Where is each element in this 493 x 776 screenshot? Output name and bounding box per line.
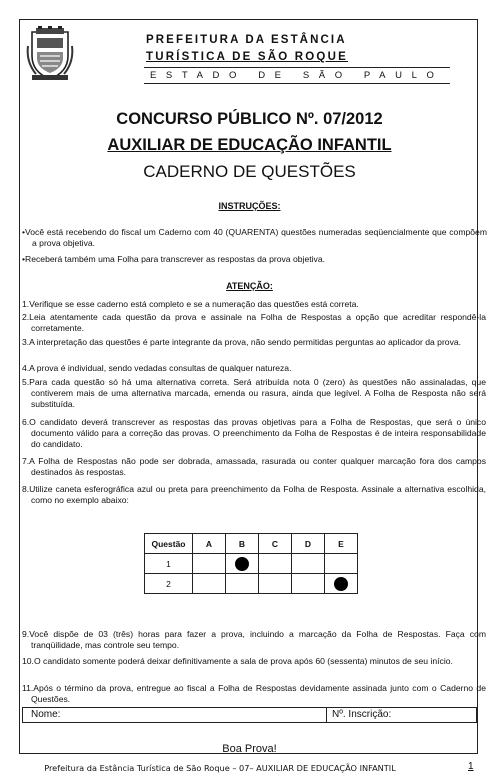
option-cell xyxy=(193,574,226,594)
atencao-item: 8.Utilize caneta esferográfica azul ou preta para preenchimento da Folha de Resposta. Assinale a alternativa escolhida, como no exemplo abaixo: xyxy=(22,484,486,505)
name-field-label: Nome: xyxy=(31,709,61,720)
option-cell xyxy=(259,554,292,574)
filled-circle-icon xyxy=(334,577,348,591)
table-header-cell: Questão xyxy=(145,534,193,554)
atencao-item: 2.Leia atentamente cada questão da prova e assinale na Folha de Respostas a opção que acreditar respondê-la corretamente. xyxy=(22,312,486,333)
table-header-cell: B xyxy=(226,534,259,554)
answer-example-table xyxy=(144,533,358,594)
instrucoes-heading: INSTRUÇÕES: xyxy=(218,201,281,211)
option-cell xyxy=(325,554,358,574)
table-header-cell: D xyxy=(292,534,325,554)
header-line-2: TURÍSTICA DE SÃO ROQUE xyxy=(146,51,348,63)
page-number: 1 xyxy=(468,761,474,772)
option-cell xyxy=(292,574,325,594)
atencao-item: 1.Verifique se esse caderno está completo e se a numeração das questões está correta. xyxy=(22,299,359,309)
atencao-item: 10.O candidato somente poderá deixar definitivamente a sala de prova após 60 (sessenta) minutos de seu início. xyxy=(22,656,453,666)
atencao-item: 9.Você dispõe de 03 (três) horas para fazer a prova, incluindo a marcação da Folha de Respostas. Faça com tranqüilidade, mas controle seu tempo. xyxy=(22,629,486,650)
atencao-heading: ATENÇÃO: xyxy=(226,281,273,291)
role-title: AUXILIAR DE EDUCAÇÃO INFANTIL xyxy=(107,136,392,154)
page-footer: Prefeitura da Estância Turística de São Roque – 07– AUXILIAR DE EDUCAÇÃO INFANTIL xyxy=(44,763,396,773)
header-divider xyxy=(144,67,450,68)
table-header-cell: C xyxy=(259,534,292,554)
instrucao-item: •Você está recebendo do fiscal um Caderno com 40 (QUARENTA) questões numeradas seqüencialmente que compõem a prova objetiva. xyxy=(22,227,487,248)
table-row xyxy=(145,574,358,594)
exam-page xyxy=(19,19,487,755)
option-cell xyxy=(193,554,226,574)
inscricao-field-label: Nº. Inscrição: xyxy=(332,709,392,720)
question-number: 1 xyxy=(145,554,193,574)
field-divider xyxy=(326,708,327,722)
header-line-1: PREFEITURA DA ESTÂNCIA xyxy=(146,34,347,46)
atencao-item: 3.A interpretação das questões é parte integrante da prova, não sendo permitidas perguntas ao aplicador da prova. xyxy=(22,337,462,347)
header-line-3: ESTADO DE SÃO PAULO xyxy=(150,70,444,81)
atencao-item: 11.Após o término da prova, entregue ao fiscal a Folha de Respostas devidamente assinada junto com o Caderno de Questões. xyxy=(22,683,486,704)
table-header-row xyxy=(145,534,358,554)
table-header-cell: E xyxy=(325,534,358,554)
atencao-item: 4.A prova é individual, sendo vedadas consultas de qualquer natureza. xyxy=(22,363,292,373)
option-cell xyxy=(226,574,259,594)
booklet-title: CADERNO DE QUESTÕES xyxy=(143,162,356,181)
closing-text: Boa Prova! xyxy=(222,743,277,755)
filled-circle-icon xyxy=(235,557,249,571)
table-header-cell: A xyxy=(193,534,226,554)
atencao-item: 7.A Folha de Respostas não pode ser dobrada, amassada, rasurada ou conter qualquer marcação fora dos campos destinados às respostas. xyxy=(22,456,486,477)
header-divider-bottom xyxy=(144,83,450,84)
option-cell xyxy=(259,574,292,594)
atencao-item: 5.Para cada questão só há uma alternativa correta. Será atribuída nota 0 (zero) às questões não assinaladas, que contiverem mais de uma alternativa marcada, emenda ou rasura, ainda que legível. A Folha de Resposta não será substituída. xyxy=(22,377,486,409)
option-cell xyxy=(292,554,325,574)
atencao-item: 6.O candidato deverá transcrever as respostas das provas objetivas para a Folha de Respostas, que será o único documento válido para a correção das provas. O preenchimento da Folha de Respostas é de inteira responsabilidade do candidato. xyxy=(22,417,486,449)
contest-title: CONCURSO PÚBLICO Nº. 07/2012 xyxy=(116,110,383,128)
table-row xyxy=(145,554,358,574)
coat-of-arms-icon xyxy=(26,26,74,81)
option-cell-marked xyxy=(226,554,259,574)
question-number: 2 xyxy=(145,574,193,594)
candidate-info-box xyxy=(22,707,477,723)
option-cell-marked xyxy=(325,574,358,594)
instrucao-item: •Receberá também uma Folha para transcrever as respostas da prova objetiva. xyxy=(22,254,325,264)
